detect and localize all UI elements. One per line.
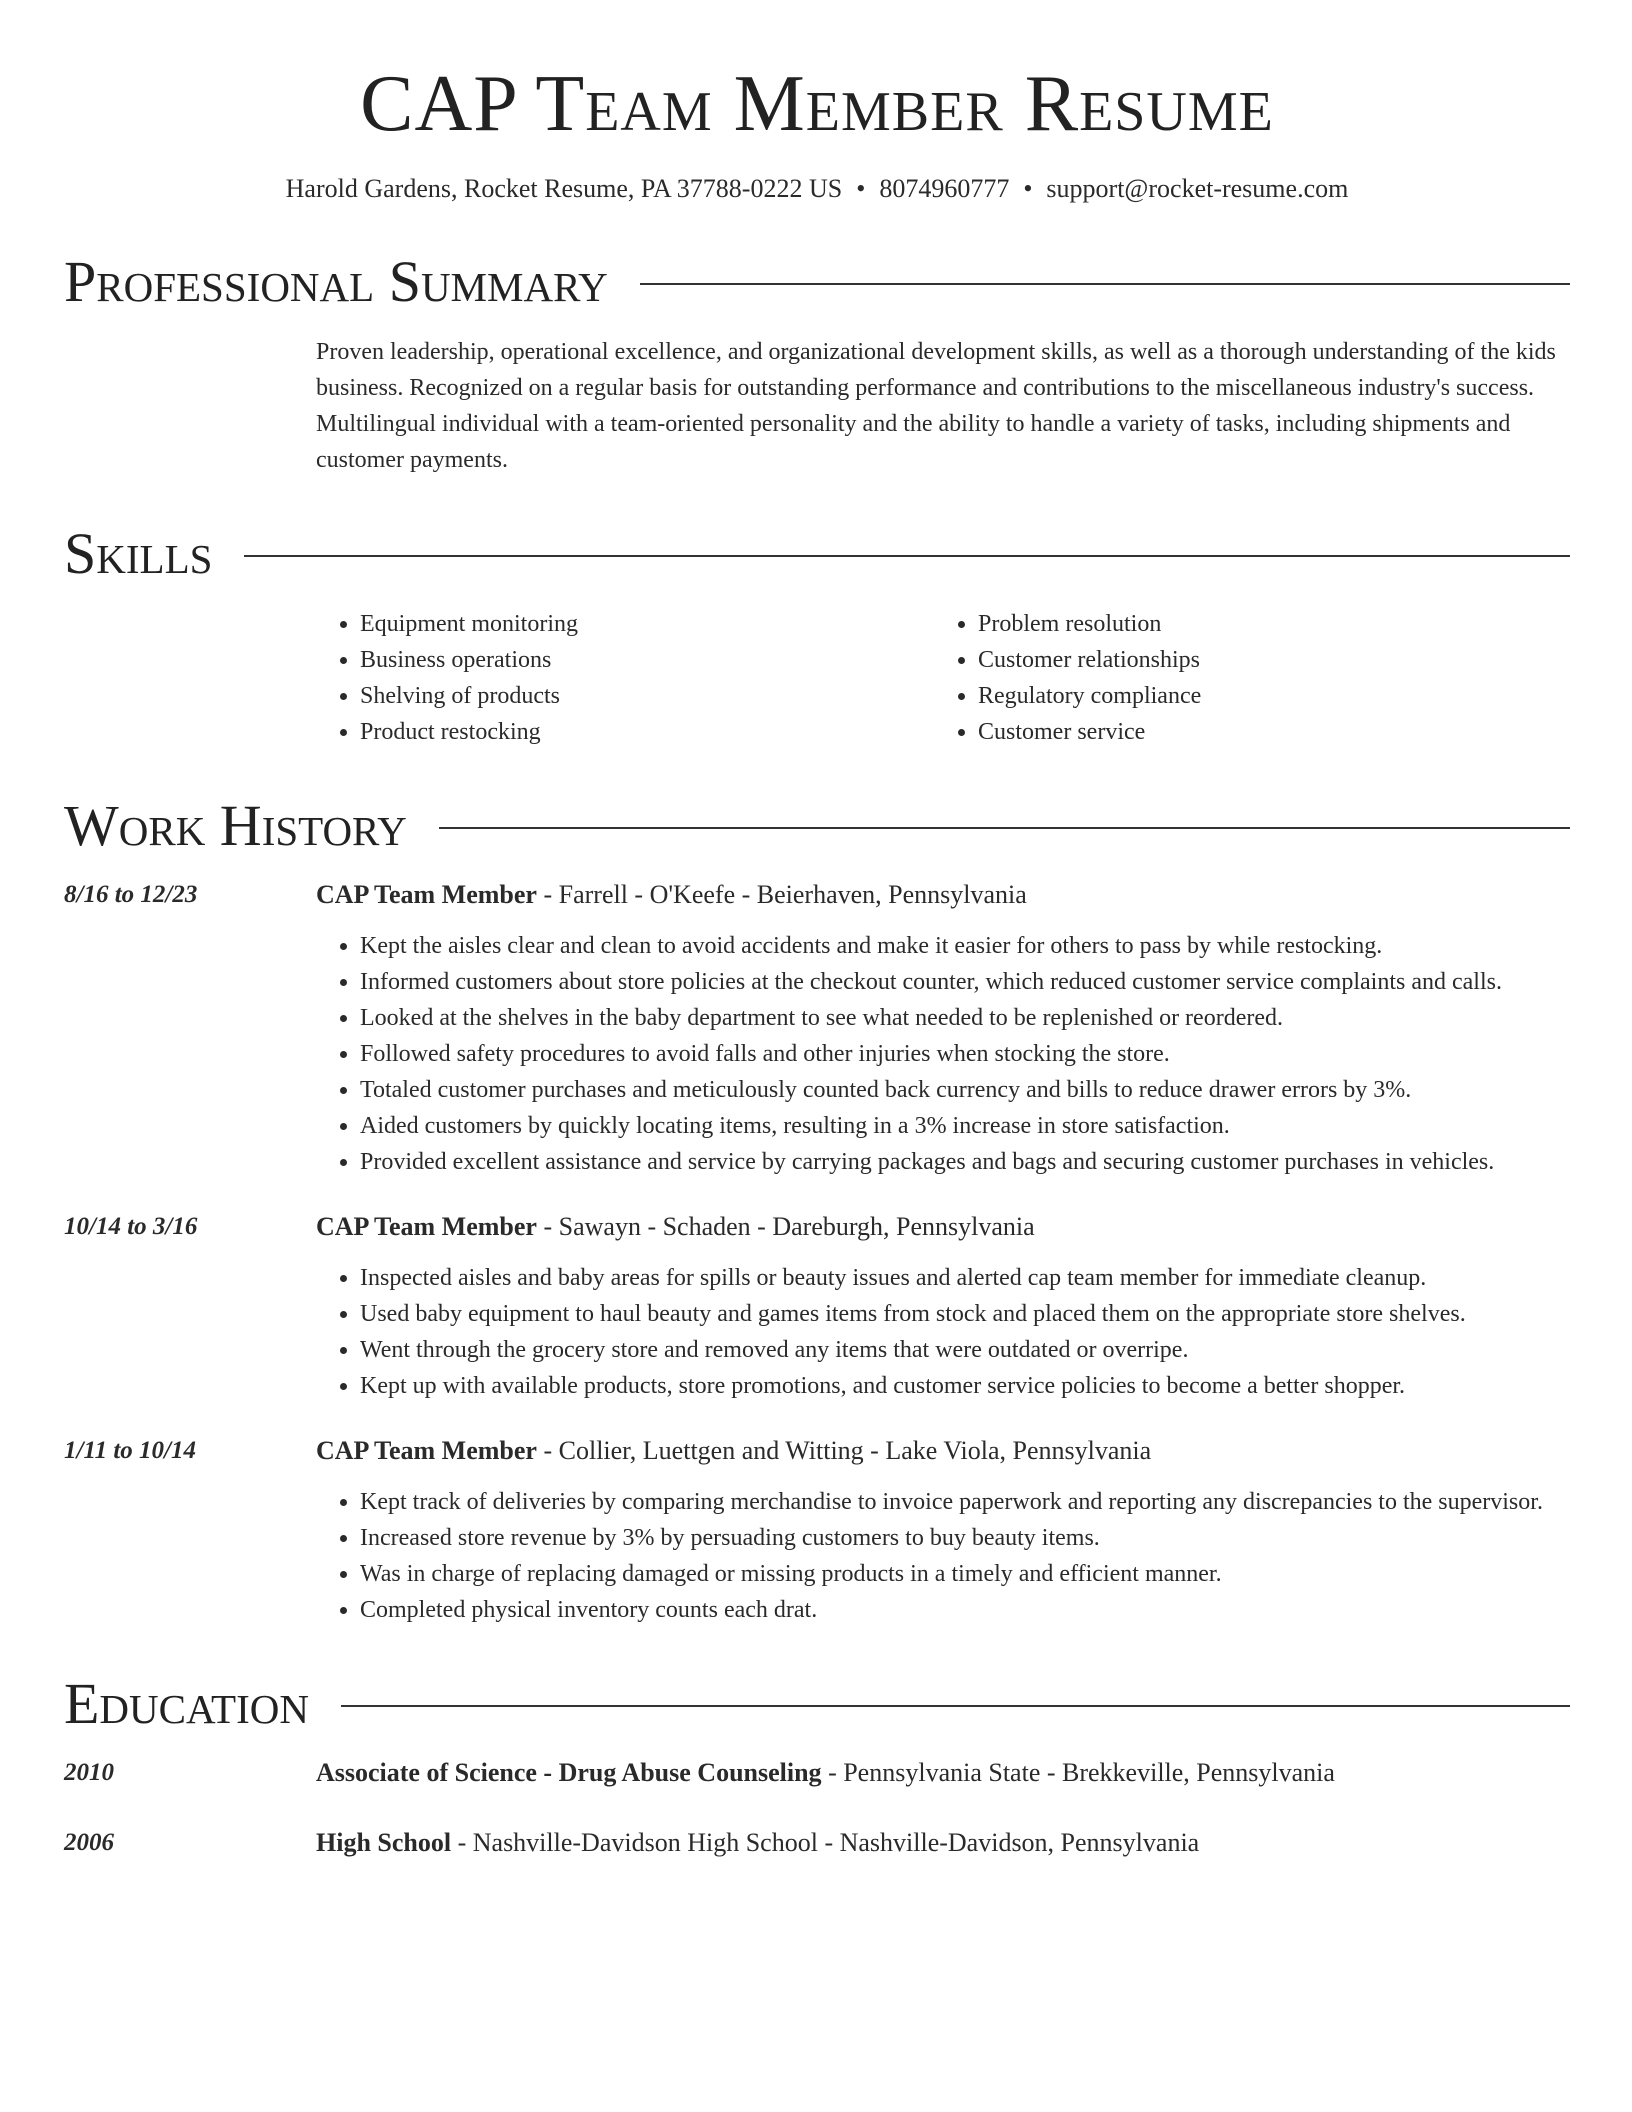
job-body [316,878,1570,1180]
job-bullet: • Totaled customer purchases and meticulously counted back currency and bills to reduce drawer errors by 3%. [360,1072,1570,1108]
education-heading: Education [64,1671,309,1736]
skill-item: • Business operations [360,642,934,678]
section-divider [439,827,1570,829]
skill-item: • Regulatory compliance [978,678,1552,714]
job-dates: 10/14 to 3/16 [64,1213,198,1240]
skill-item: • Problem resolution [978,606,1552,642]
summary-heading: Professional Summary [64,249,608,314]
contact-separator: • [1023,174,1033,203]
job-bullets [316,928,1570,1180]
job-heading [316,878,1570,912]
job-bullet: • Used baby equipment to haul beauty and games items from stock and placed them on the appropriate store shelves. [360,1296,1570,1332]
skill-item: • Equipment monitoring [360,606,934,642]
job-bullet: • Aided customers by quickly locating items, resulting in a 3% increase in store satisfaction. [360,1108,1570,1144]
job-bullet: • Inspected aisles and baby areas for spills or beauty issues and alerted cap team member for immediate cleanup. [360,1260,1570,1296]
skill-item: • Shelving of products [360,678,934,714]
skill-item: • Customer relationships [978,642,1552,678]
summary-section-header [64,250,1570,314]
job-entry [64,878,1570,1180]
education-degree: Associate of Science - Drug Abuse Counseling [316,1758,822,1787]
job-bullet: • Kept up with available products, store promotions, and customer service policies to become a better shopper. [360,1368,1570,1404]
job-body [316,1434,1570,1628]
job-bullet: • Provided excellent assistance and service by carrying packages and bags and securing customer purchases in vehicles. [360,1144,1570,1180]
job-dates: 1/11 to 10/14 [64,1437,196,1464]
job-entry [64,1210,1570,1404]
work-heading: Work History [64,793,407,858]
skills-heading: Skills [64,521,213,586]
work-section-header [64,794,1570,858]
contact-line [64,172,1570,206]
job-title: CAP Team Member [316,1436,537,1465]
section-divider [244,555,1570,557]
education-school: - Pennsylvania State - Brekkeville, Pennsylvania [821,1758,1335,1787]
job-bullet: • Completed physical inventory counts each drat. [360,1592,1570,1628]
job-bullets [316,1260,1570,1404]
job-employer: - Collier, Luettgen and Witting - Lake Viola, Pennsylvania [536,1436,1152,1465]
job-employer: - Sawayn - Schaden - Dareburgh, Pennsylvania [536,1212,1035,1241]
job-bullet: • Was in charge of replacing damaged or missing products in a timely and efficient manner. [360,1556,1570,1592]
skill-item: • Customer service [978,714,1552,750]
resume-title: CAP Team Member Resume [360,60,1274,148]
job-entry [64,1434,1570,1628]
education-year: 2006 [64,1829,114,1856]
education-line [316,1826,1199,1860]
education-entry [64,1756,1570,1790]
job-title: CAP Team Member [316,1212,537,1241]
skills-column-left [316,606,934,750]
section-divider [341,1705,1570,1707]
job-bullet: • Kept the aisles clear and clean to avoid accidents and make it easier for others to pass by while restocking. [360,928,1570,964]
job-bullet: • Looked at the shelves in the baby department to see what needed to be replenished or reordered. [360,1000,1570,1036]
contact-separator: • [856,174,866,203]
job-heading [316,1210,1570,1244]
summary-text: Proven leadership, operational excellence, and organizational development skills, as well as a thorough understanding of the kids business. Recognized on a regular basis for outstanding performance and contributions to the miscellaneous industry's success. Multilingual individual with a team-oriented personality and the ability to handle a variety of tasks, including shipments and customer payments. [316,339,1556,473]
work-history-section [64,794,1570,1628]
job-dates: 8/16 to 12/23 [64,881,198,908]
contact-address: Harold Gardens, Rocket Resume, PA 37788-0222 US [285,174,843,203]
job-bullet: • Kept track of deliveries by comparing merchandise to invoice paperwork and reporting any discrepancies to the supervisor. [360,1484,1570,1520]
education-line [316,1756,1335,1790]
skills-section-header [64,522,1570,586]
skills-column-right [934,606,1552,750]
skill-item: • Product restocking [360,714,934,750]
job-body [316,1210,1570,1404]
job-title: CAP Team Member [316,880,537,909]
job-bullet: • Followed safety procedures to avoid falls and other injuries when stocking the store. [360,1036,1570,1072]
education-entry [64,1826,1570,1860]
job-bullets [316,1484,1570,1628]
job-heading [316,1434,1570,1468]
education-year: 2010 [64,1759,114,1786]
education-degree: High School [316,1828,452,1857]
skills-list [316,606,1570,750]
education-school: - Nashville-Davidson High School - Nashville-Davidson, Pennsylvania [451,1828,1200,1857]
job-employer: - Farrell - O'Keefe - Beierhaven, Pennsylvania [536,880,1027,909]
section-divider [640,283,1570,285]
job-bullet: • Went through the grocery store and removed any items that were outdated or overripe. [360,1332,1570,1368]
job-bullet: • Increased store revenue by 3% by persuading customers to buy beauty items. [360,1520,1570,1556]
contact-phone: 8074960777 [879,174,1010,203]
education-section-header [64,1672,1570,1736]
contact-email: support@rocket-resume.com [1046,174,1349,203]
job-bullet: • Informed customers about store policies at the checkout counter, which reduced customer service complaints and calls. [360,964,1570,1000]
